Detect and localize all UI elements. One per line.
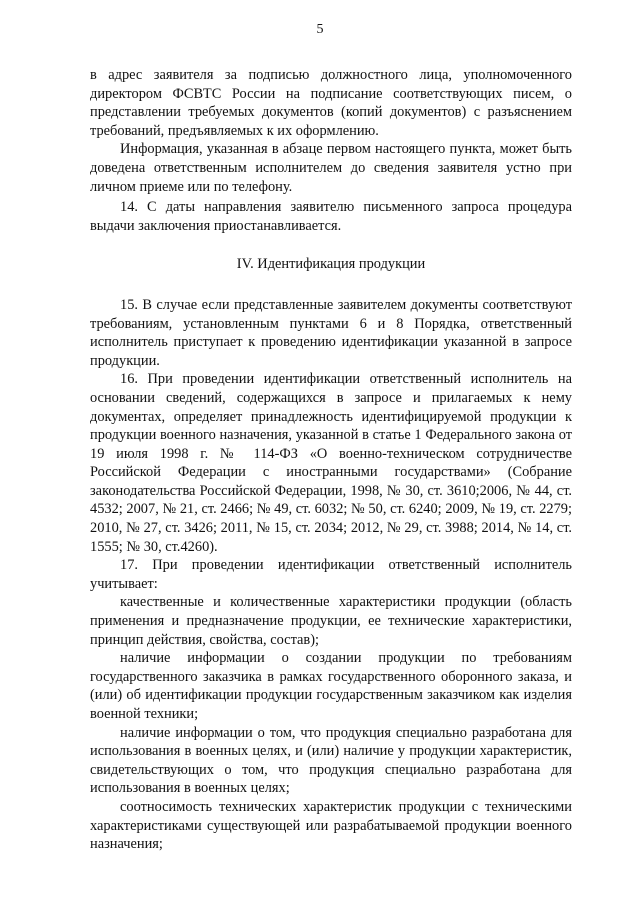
paragraph-item-17: 17. При проведении идентификации ответственный исполнитель учитывает: [90, 557, 572, 592]
paragraph-quality-characteristics: качественные и количественные характеристики продукции (область применения и предназначение продукции, ее технические характеристики, принцип действия, свойства, состав); [90, 594, 572, 648]
paragraph-item-14: 14. С даты направления заявителю письменного запроса процедура выдачи заключения приостанавливается. [90, 199, 572, 234]
paragraph-item-16: 16. При проведении идентификации ответственный исполнитель на основании сведений, содержащихся в запросе и прилагаемых к нему документах, определяет принадлежность идентифицируемой продукции к продукции военного назначения, указанной в статье 1 Федерального закона от 19 июля 1998 г. № 114-ФЗ «О военно-техническом сотрудничестве Российской Федерации с иностранными государствами» (Собрание законодательства Российской Федерации, 1998, № 30, ст. 3610;2006, № 44, ст. 4532; 2007, № 21, ст. 2466; № 49, ст. 6032; № 50, ст. 6240; 2009, № 19, ст. 2279; 2010, № 27, ст. 3426; 2011, № 15, ст. 2034; 2012, № 29, ст. 3988; 2014, № 14, ст. 1555; № 30, ст.4260). [90, 371, 572, 555]
paragraph-request-address: в адрес заявителя за подписью должностного лица, уполномоченного директором ФСВТС России на подписание соответствующих писем, о представлении требуемых документов (копий документов) с разъяснением требований, предъявляемых к их оформлению. [90, 67, 572, 139]
document-body [90, 66, 572, 854]
paragraph-technical-correlation: соотносимость технических характеристик продукции с техническими характеристиками существующей или разрабатываемой продукции военного назначения; [90, 798, 572, 853]
paragraph-military-purpose-info: наличие информации о том, что продукция специально разработана для использования в военных целях, и (или) наличие у продукции характеристик, свидетельствующих о том, что продукция специально разработана для использования в военных целях; [90, 724, 572, 797]
paragraph-state-customer-info: наличие информации о создании продукции по требованиям государственного заказчика в рамках государственного оборонного заказа, и (или) об идентификации продукции государственным заказчиком как изделия военной техники; [90, 650, 572, 722]
page-number: 5 [316, 22, 324, 37]
section-heading: IV. Идентификация продукции [236, 256, 426, 273]
paragraph-item-15: 15. В случае если представленные заявителем документы соответствуют требованиям, установленным пунктами 6 и 8 Порядка, ответственный исполнитель приступает к проведению идентификации указанной в запросе продукции. [90, 296, 572, 369]
paragraph-oral-notice: Информация, указанная в абзаце первом настоящего пункта, может быть доведена ответственным исполнителем до сведения заявителя устно при личном приеме или по телефону. [90, 141, 572, 195]
